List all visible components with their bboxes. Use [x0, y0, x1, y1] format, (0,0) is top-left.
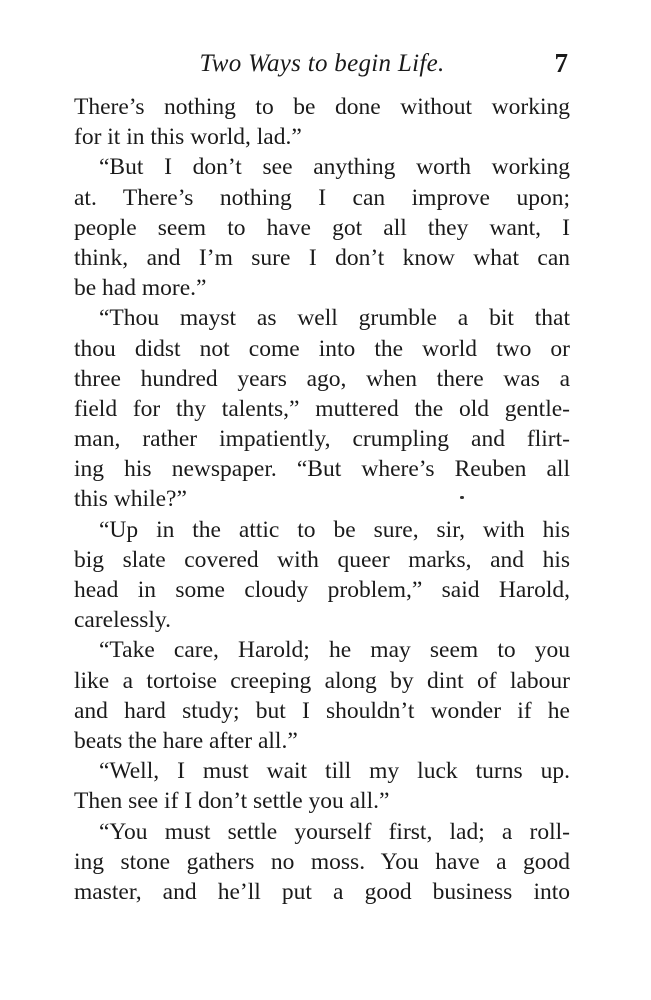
- running-header: [74, 44, 570, 84]
- running-title: Two Ways to begin Life.: [199, 50, 445, 77]
- text-line: “But I don’t see anything worth working: [99, 154, 570, 181]
- text-line: ing his newspaper. “But where’s Reuben all: [74, 456, 570, 483]
- text-line: Then see if I don’t settle you all.”: [74, 788, 390, 815]
- text-line: carelessly.: [74, 607, 171, 634]
- text-line: big slate covered with queer marks, and his: [74, 546, 570, 573]
- text-line: man, rather impatiently, crumpling and flirt-: [74, 426, 570, 453]
- text-line: this while?”: [74, 486, 187, 513]
- text-line: thou didst not come into the world two or: [74, 335, 570, 362]
- text-line: at. There’s nothing I can improve upon;: [74, 184, 570, 211]
- text-line: ing stone gathers no moss. You have a good: [74, 848, 570, 875]
- body-text: [74, 92, 570, 907]
- text-line: “You must settle yourself first, lad; a roll-: [99, 818, 570, 845]
- text-line: head in some cloudy problem,” said Harold,: [74, 577, 570, 603]
- page-number: 7: [554, 48, 568, 78]
- text-line: like a tortoise creeping along by dint of labour: [74, 667, 570, 694]
- ink-speck: [460, 496, 464, 499]
- text-line: beats the hare after all.”: [74, 727, 298, 754]
- text-line: “Well, I must wait till my luck turns up.: [99, 758, 570, 785]
- text-line: field for thy talents,” muttered the old gentle-: [74, 395, 570, 422]
- text-line: master, and he’ll put a good business into: [74, 878, 570, 905]
- text-line: people seem to have got all they want, I: [74, 214, 570, 241]
- text-line: three hundred years ago, when there was a: [74, 365, 570, 392]
- text-line: be had more.”: [74, 275, 207, 302]
- text-line: “Up in the attic to be sure, sir, with his: [99, 516, 570, 543]
- text-line: and hard study; but I shouldn’t wonder if he: [74, 697, 570, 724]
- text-line: “Thou mayst as well grumble a bit that: [99, 305, 570, 332]
- text-line: think, and I’m sure I don’t know what can: [74, 244, 570, 271]
- text-line: for it in this world, lad.”: [74, 124, 302, 151]
- text-line: “Take care, Harold; he may seem to you: [99, 637, 570, 664]
- text-line: There’s nothing to be done without working: [74, 94, 570, 120]
